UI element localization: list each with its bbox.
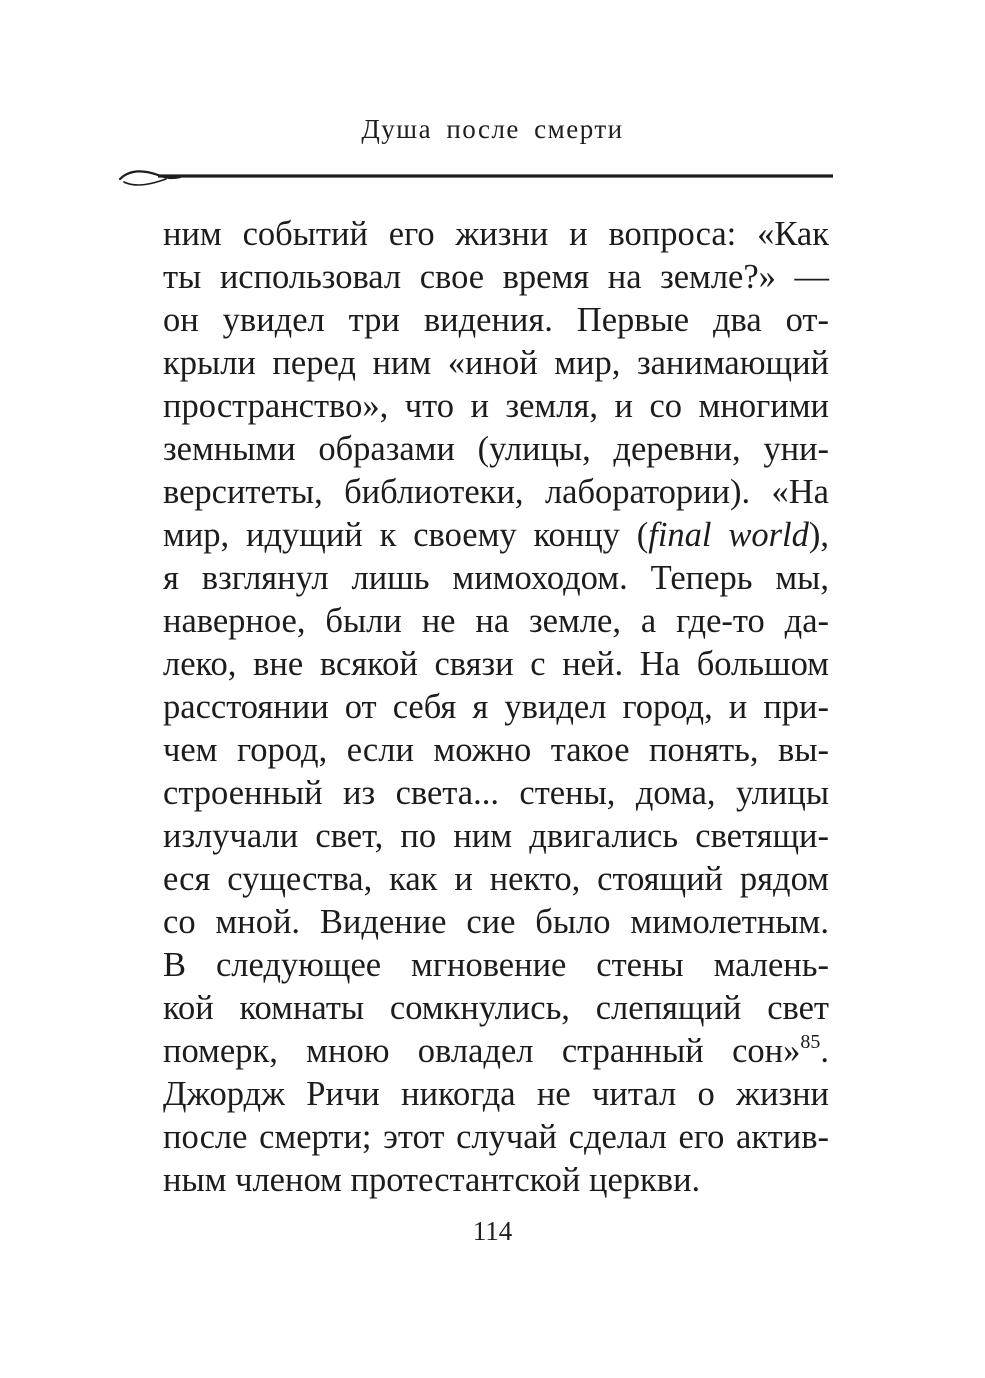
- text-fragment: мир, идущий к своему концу (: [163, 516, 649, 554]
- text-line: [163, 1030, 829, 1073]
- text-line: Джордж Ричи никогда не читал о жизни: [163, 1075, 829, 1113]
- page-number: 114: [472, 1216, 513, 1246]
- text-line: верситеты, библиотеки, лаборатории). «На: [163, 473, 829, 511]
- running-head: Душа после смерти: [361, 114, 624, 144]
- text-line: наверное, были не на земле, а где-то да-: [163, 602, 829, 640]
- text-line: я взглянул лишь мимоходом. Теперь мы,: [163, 559, 829, 597]
- text-line: [163, 514, 829, 557]
- text-line: леко, вне всякой связи с ней. На большом: [163, 645, 829, 683]
- text-line: крыли перед ним «иной мир, занимающий: [163, 344, 829, 382]
- text-line: ты использовал свое время на земле?» —: [163, 258, 829, 296]
- ornamental-rule: [118, 164, 833, 188]
- text-line: ним событий его жизни и вопроса: «Как: [163, 215, 829, 253]
- body-text: [163, 213, 829, 1202]
- footnote-marker: 85: [800, 1031, 821, 1053]
- text-line: земными образами (улицы, деревни, уни-: [163, 430, 829, 468]
- text-fragment: ),: [808, 516, 830, 554]
- text-line: со мной. Видение сие было мимолетным.: [163, 903, 829, 941]
- text-line: расстоянии от себя я увидел город, и при-: [163, 688, 829, 726]
- text-line: ным членом протестантской церкви.: [163, 1161, 701, 1199]
- text-line: после смерти; этот случай сделал его актив-: [163, 1118, 829, 1156]
- text-line: кой комнаты сомкнулись, слепящий свет: [163, 989, 829, 1027]
- italic-phrase: final world: [648, 516, 809, 554]
- text-fragment: померк, мною овладел странный сон»: [163, 1032, 801, 1070]
- text-line: В следующее мгновение стены малень-: [163, 946, 829, 984]
- text-line: строенный из света... стены, дома, улицы: [163, 774, 829, 812]
- text-fragment: .: [820, 1032, 829, 1070]
- text-line: чем город, если можно такое понять, вы-: [163, 731, 829, 769]
- text-line: излучали свет, по ним двигались светящи-: [163, 817, 829, 855]
- text-line: пространство», что и земля, и со многими: [163, 387, 829, 425]
- text-line: он увидел три видения. Первые два от-: [163, 301, 829, 339]
- text-line: еся существа, как и некто, стоящий рядом: [163, 860, 829, 898]
